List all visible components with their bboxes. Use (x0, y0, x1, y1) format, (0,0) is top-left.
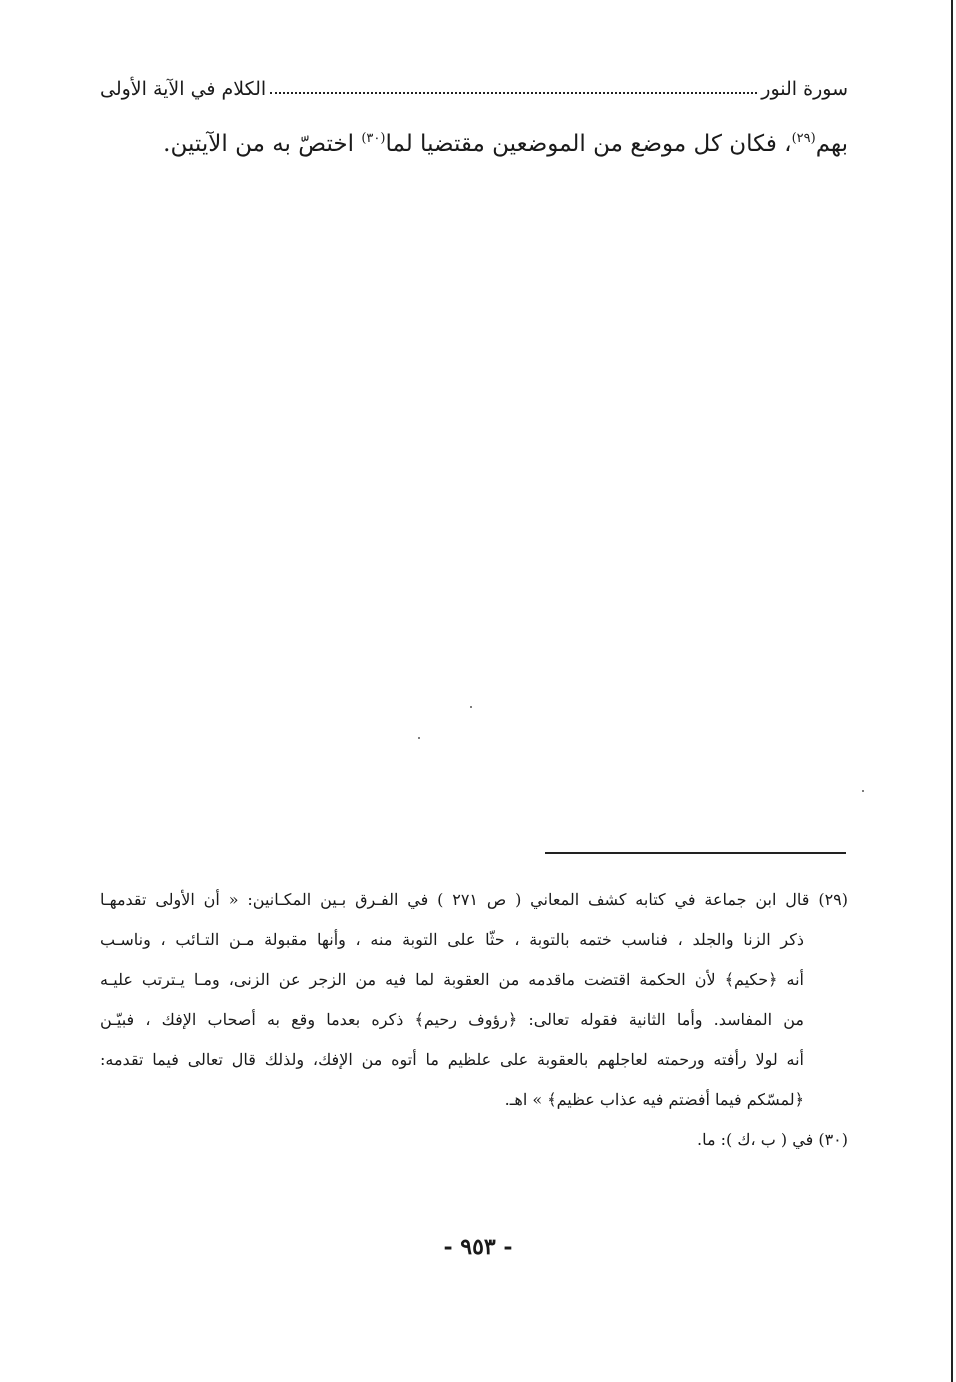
footnote-30: (٣٠) في ( ب ،ك ): ما. (697, 1130, 848, 1149)
footnote-ref-29[interactable]: (٢٩) (791, 131, 816, 146)
footnote-29-line: من المفاسد. وأما الثانية فقوله تعالى: ﴿رؤوف رحيم﴾ ذكره بعدما وقع به أصحاب الإفك ، فبيّـن (100, 1010, 804, 1029)
footnote-29-line: أنه لولا رأفته ورحمته لعاجلهم بالعقوبة على علظيم ما أتوه من الإفك، ولذلك قال تعالى فيما تقدمه: (100, 1050, 804, 1069)
scan-speck (862, 790, 864, 792)
footnote-separator (545, 852, 846, 854)
scan-speck (418, 737, 420, 739)
footnotes (100, 880, 848, 1160)
header-dot-leader (270, 91, 757, 94)
footnote-ref-30[interactable]: (٣٠) (361, 131, 386, 146)
body-text-part2: ، فكان كل موضع من الموضعين مقتضيا لما (385, 131, 792, 157)
footnote-29-line: ذكر الزنا والجلد ، فناسب ختمه بالتوبة ، حثّا على التوبة منه ، وأنها مقبولة مـن التـائب ، وناسـب (100, 930, 804, 949)
running-header (100, 66, 848, 100)
scan-edge-line (951, 0, 953, 1382)
page-number: - ٩٥٣ - (443, 1234, 513, 1260)
body-text-part1: بهم (815, 131, 848, 157)
scan-speck (470, 706, 472, 708)
footnote-29-line: (٢٩) قال ابن جماعة في كتابه كشف المعاني ( ص ٢٧١ ) في الفـرق بـين المكـانين: « أن الأولى تقدمهـا (100, 890, 848, 909)
header-topic: الكلام في الآية الأولى (100, 78, 267, 100)
footnote-29-line: ﴿لمسّكم فيما أفضتم فيه عذاب عظيم﴾ » اهـ. (504, 1090, 804, 1109)
footnote-29-line: أنه ﴿حكيم﴾ لأن الحكمة اقتضت ماقدمه من العقوبة لما فيه من الزجر عن الزنى، ومـا يـترتب عليـه (100, 970, 804, 989)
body-text-part3: اختصّ به من الآيتين. (163, 131, 362, 157)
body-text (100, 124, 848, 164)
header-surah: سورة النور (761, 78, 848, 100)
